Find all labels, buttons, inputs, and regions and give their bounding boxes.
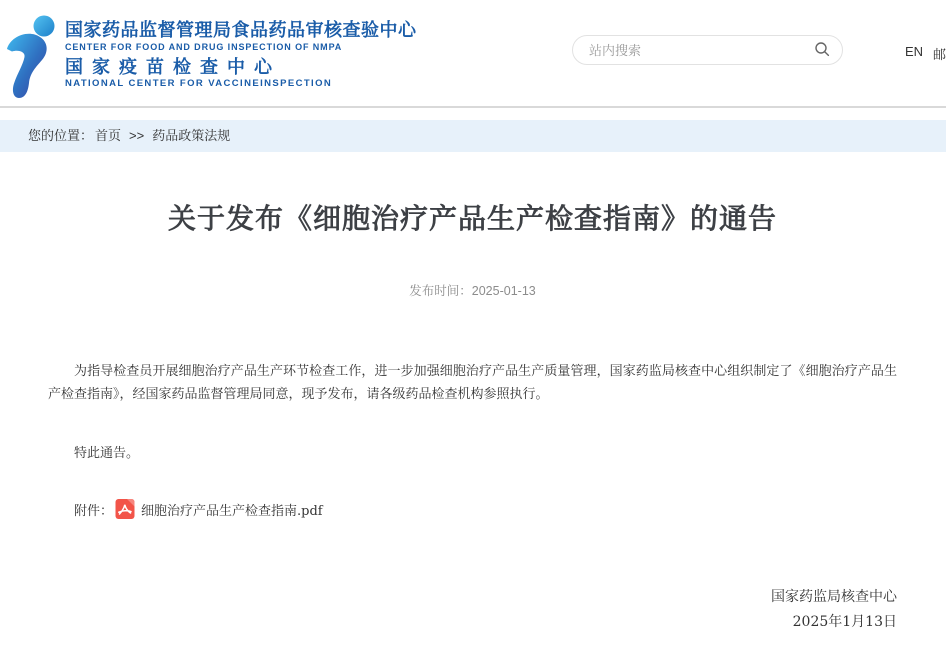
language-link[interactable]: EN — [905, 44, 924, 59]
publish-date — [48, 281, 897, 299]
site-search — [572, 35, 843, 65]
breadcrumb-current-link[interactable]: 药品政策法规 — [152, 128, 231, 143]
signature-date: 2025年1月13日 — [792, 614, 897, 630]
attachment-link[interactable]: 细胞治疗产品生产检查指南.pdf — [141, 503, 323, 519]
site-header — [0, 0, 946, 108]
search-icon — [814, 41, 830, 60]
nmpa-logo-icon — [5, 13, 61, 101]
article-paragraph-1: 为指导检查员开展细胞治疗产品生产环节检查工作，进一步加强细胞治疗产品生产质量管理，国家药监局核查中心组织制定了《细胞治疗产品生产检查指南》，经国家药品监督管理局同意，现予发布，请各级药品检查机构参照执行。 — [48, 364, 897, 402]
breadcrumb-separator: >> — [129, 128, 145, 143]
publish-date-label: 发布时间： — [409, 284, 472, 298]
breadcrumb-label: 您的位置： — [28, 128, 94, 143]
article — [48, 152, 897, 635]
mail-link[interactable]: 邮 — [933, 47, 946, 62]
attachment-label: 附件： — [74, 503, 114, 519]
signature-org: 国家药监局核查中心 — [771, 589, 897, 605]
org-name-cn-2: 国 家 疫 苗 检 查 中 心 — [65, 57, 275, 77]
org-titles — [65, 20, 417, 89]
site-logo[interactable] — [5, 13, 417, 101]
article-paragraph-2: 特此通告。 — [74, 446, 140, 461]
signature-block — [48, 585, 897, 635]
pdf-file-icon — [115, 498, 135, 520]
org-name-cn-1: 国家药品监督管理局食品药品审核查验中心 — [65, 20, 417, 40]
search-input[interactable] — [573, 37, 812, 63]
attachment-row — [48, 498, 897, 520]
org-name-en-1: CENTER FOR FOOD AND DRUG INSPECTION OF NMPA — [65, 42, 343, 52]
breadcrumb — [0, 120, 946, 152]
search-button[interactable] — [812, 41, 842, 60]
org-name-en-2: NATIONAL CENTER FOR VACCINEINSPECTION — [65, 78, 333, 89]
publish-date-value: 2025-01-13 — [471, 284, 536, 298]
article-title: 关于发布《细胞治疗产品生产检查指南》的通告 — [167, 203, 777, 234]
header-gap — [0, 108, 946, 120]
breadcrumb-home-link[interactable]: 首页 — [95, 128, 122, 143]
